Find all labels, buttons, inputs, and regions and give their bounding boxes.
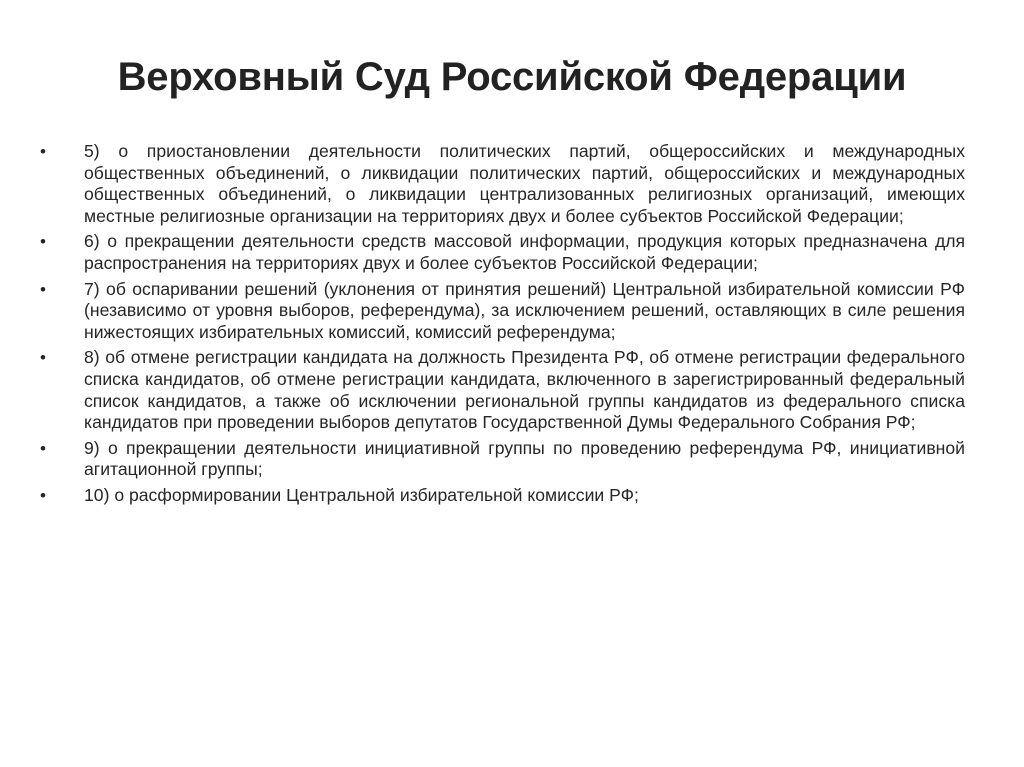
bullet-list	[40, 141, 965, 511]
bullet-icon: •	[40, 348, 46, 368]
list-item-5	[40, 141, 965, 227]
list-item-6	[40, 231, 965, 274]
list-item-8	[40, 347, 965, 433]
list-item-text: 8) об отмене регистрации кандидата на должность Президента РФ, об отмене регистрации федерального списка кандидатов, об отмене регистрации кандидата, включенного в зарегистрированный федеральный список кандидатов, а также об исключении региональной группы кандидатов из федерального списка кандидатов при проведении выборов депутатов Государственной Думы Федерального Собрания РФ;	[84, 347, 965, 433]
list-item-text: 6) о прекращении деятельности средств массовой информации, продукция которых предназначена для распространения на территориях двух и более субъектов Российской Федерации;	[84, 231, 965, 273]
bullet-icon: •	[40, 485, 46, 505]
list-item-10	[40, 485, 965, 507]
slide-title: Верховный Суд Российской Федерации	[117, 55, 907, 99]
list-item-text: 9) о прекращении деятельности инициативной группы по проведению референдума РФ, инициативной агитационной группы;	[84, 437, 965, 480]
list-item-text: 5) о приостановлении деятельности политических партий, общероссийских и международных общественных объединений, о ликвидации политических партий, общероссийских и международных общественных объединений, о ликвидации централизованных религиозных организаций, имеющих местные религиозные организации на территориях двух и более субъектов Российской Федерации;	[84, 141, 965, 226]
bullet-icon: •	[40, 232, 46, 252]
bullet-icon: •	[40, 142, 46, 161]
list-item-text: 7) об оспаривании решений (уклонения от принятия решений) Центральной избирательной комиссии РФ (независимо от уровня выборов, референдума), за исключением решений, оставляющих в силе решения нижестоящих избирательных комиссий, комиссий референдума;	[84, 278, 965, 342]
bullet-icon: •	[40, 438, 46, 458]
list-item-7	[40, 279, 965, 344]
list-item-text: 10) о расформировании Центральной избирательной комиссии РФ;	[84, 484, 639, 505]
bullet-icon: •	[40, 279, 46, 299]
list-item-9	[40, 438, 965, 481]
